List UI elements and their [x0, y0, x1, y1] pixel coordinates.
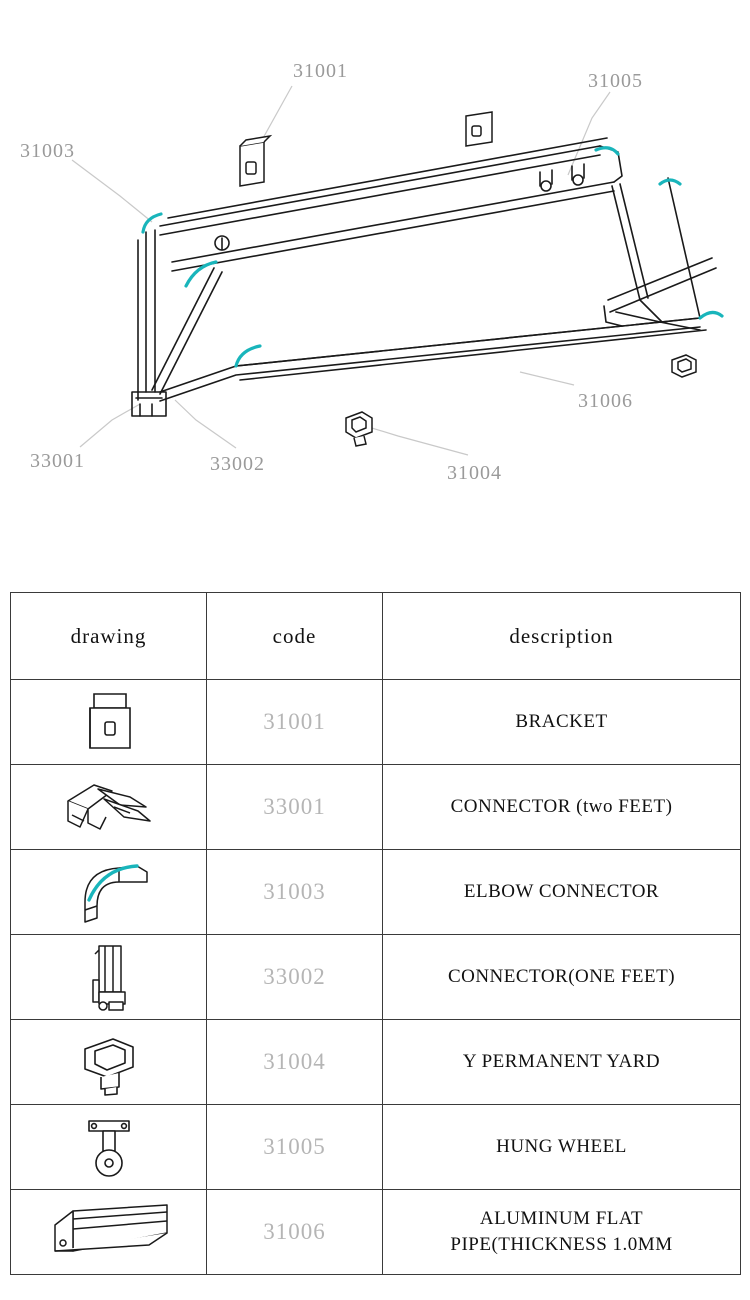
- table-row: [11, 680, 741, 765]
- callout-31003: 31003: [20, 140, 75, 162]
- cell-description: CONNECTOR (two FEET): [383, 765, 741, 850]
- cell-description: HUNG WHEEL: [383, 1105, 741, 1190]
- part-31005-plate: [466, 112, 492, 146]
- cell-description: Y PERMANENT YARD: [383, 1020, 741, 1105]
- parts-table-container: [10, 592, 740, 1275]
- callout-31005: 31005: [588, 70, 643, 92]
- cell-description: BRACKET: [383, 680, 741, 765]
- part-31004-y-yard: [346, 412, 372, 446]
- cell-drawing: [11, 850, 207, 935]
- table-header-row: [11, 593, 741, 680]
- table-row: [11, 1020, 741, 1105]
- cell-description-multiline: [383, 1190, 741, 1275]
- part-31001-bracket: [240, 136, 270, 186]
- cell-code: 31005: [207, 1105, 383, 1190]
- connector-two-feet-icon: [54, 771, 164, 843]
- rack-assembly-lines: [132, 138, 716, 416]
- cell-description: ELBOW CONNECTOR: [383, 850, 741, 935]
- table-row: [11, 1105, 741, 1190]
- part-31004-y-yard-right: [672, 355, 696, 377]
- aluminum-flat-pipe-icon: [39, 1199, 179, 1265]
- elbow-connector-icon: [63, 856, 155, 928]
- bracket-icon: [64, 686, 154, 758]
- cell-code: 31001: [207, 680, 383, 765]
- table-row: [11, 1190, 741, 1275]
- cell-code: 33001: [207, 765, 383, 850]
- header-description: description: [383, 593, 741, 680]
- table-row: [11, 935, 741, 1020]
- header-code: code: [207, 593, 383, 680]
- callout-31001: 31001: [293, 60, 348, 82]
- table-row: [11, 850, 741, 935]
- cell-code: 31004: [207, 1020, 383, 1105]
- exploded-diagram: [0, 0, 750, 560]
- leader-lines: [72, 86, 610, 455]
- cell-drawing: [11, 1020, 207, 1105]
- parts-table: [10, 592, 741, 1275]
- table-row: [11, 765, 741, 850]
- callout-31004: 31004: [447, 462, 502, 484]
- y-permanent-yard-icon: [61, 1027, 157, 1097]
- description-line-2: PIPE(THICKNESS 1.0MM: [450, 1234, 673, 1255]
- callout-33001: 33001: [30, 450, 85, 472]
- cell-code: 31006: [207, 1190, 383, 1275]
- callout-33002: 33002: [210, 453, 265, 475]
- cell-drawing: [11, 935, 207, 1020]
- cell-code: 31003: [207, 850, 383, 935]
- cell-code: 33002: [207, 935, 383, 1020]
- cell-description: CONNECTOR(ONE FEET): [383, 935, 741, 1020]
- header-drawing: drawing: [11, 593, 207, 680]
- hung-wheel-icon: [67, 1111, 151, 1183]
- description-line-1: ALUMINUM FLAT: [479, 1208, 644, 1230]
- cell-drawing: [11, 680, 207, 765]
- cell-drawing: [11, 765, 207, 850]
- callout-31006: 31006: [578, 390, 633, 412]
- cell-drawing: [11, 1190, 207, 1275]
- connector-one-feet-icon: [65, 940, 153, 1014]
- cell-drawing: [11, 1105, 207, 1190]
